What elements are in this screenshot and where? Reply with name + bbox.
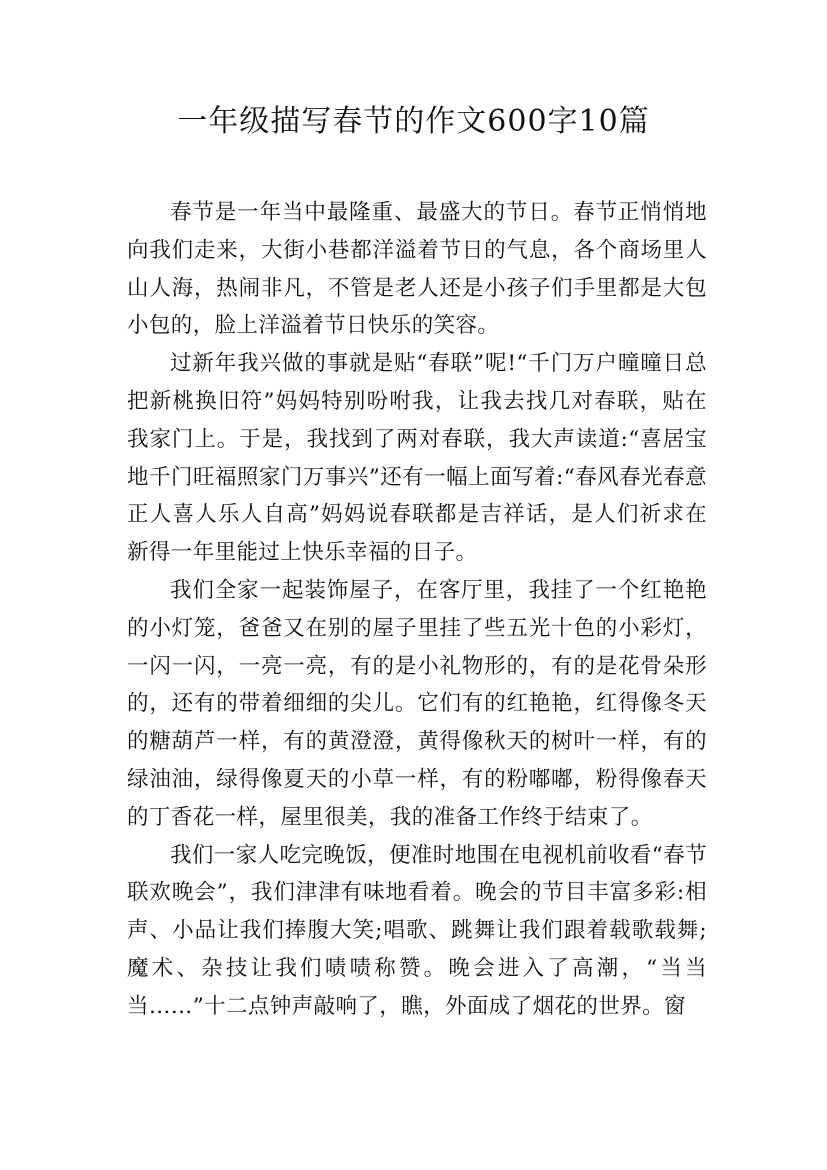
- document-body: [127, 194, 707, 1026]
- paragraph-2: 过新年我兴做的事就是贴“春联”呢!“千门万户曈曈日总把新桃换旧符”妈妈特别吩咐我，让我去找几对春联，贴在我家门上。于是，我找到了两对春联，我大声读道:“喜居宝地千门旺福照家门万事兴”还有一幅上面写着:“春风春光春意正人喜人乐人自高”妈妈说春联都是吉祥话，是人们祈求在新得一年里能过上快乐幸福的日子。: [127, 351, 707, 566]
- document-title: 一年级描写春节的作文600字10篇: [177, 104, 650, 139]
- paragraph-3: 我们全家一起装饰屋子，在客厅里，我挂了一个红艳艳的小灯笼，爸爸又在别的屋子里挂了些五光十色的小彩灯，一闪一闪，一亮一亮，有的是小礼物形的，有的是花骨朵形的，还有的带着细细的尖儿。它们有的红艳艳，红得像冬天的糖葫芦一样，有的黄澄澄，黄得像秋天的树叶一样，有的绿油油，绿得像夏天的小草一样，有的粉嘟嘟，粉得像春天的丁香花一样，屋里很美，我的准备工作终于结束了。: [127, 577, 707, 830]
- paragraph-4: 我们一家人吃完晚饭，便准时地围在电视机前收看“春节联欢晚会”，我们津津有味地看着。晚会的节目丰富多彩:相声、小品让我们捧腹大笑;唱歌、跳舞让我们跟着载歌载舞;魔术、杂技让我们啧啧称赞。晚会进入了高潮，“当当当……”十二点钟声敲响了，瞧，外面成了烟花的世界。窗: [127, 842, 707, 1019]
- paragraph-1: 春节是一年当中最隆重、最盛大的节日。春节正悄悄地向我们走来，大街小巷都洋溢着节日的气息，各个商场里人山人海，热闹非凡，不管是老人还是小孩子们手里都是大包小包的，脸上洋溢着节日快乐的笑容。: [127, 200, 707, 339]
